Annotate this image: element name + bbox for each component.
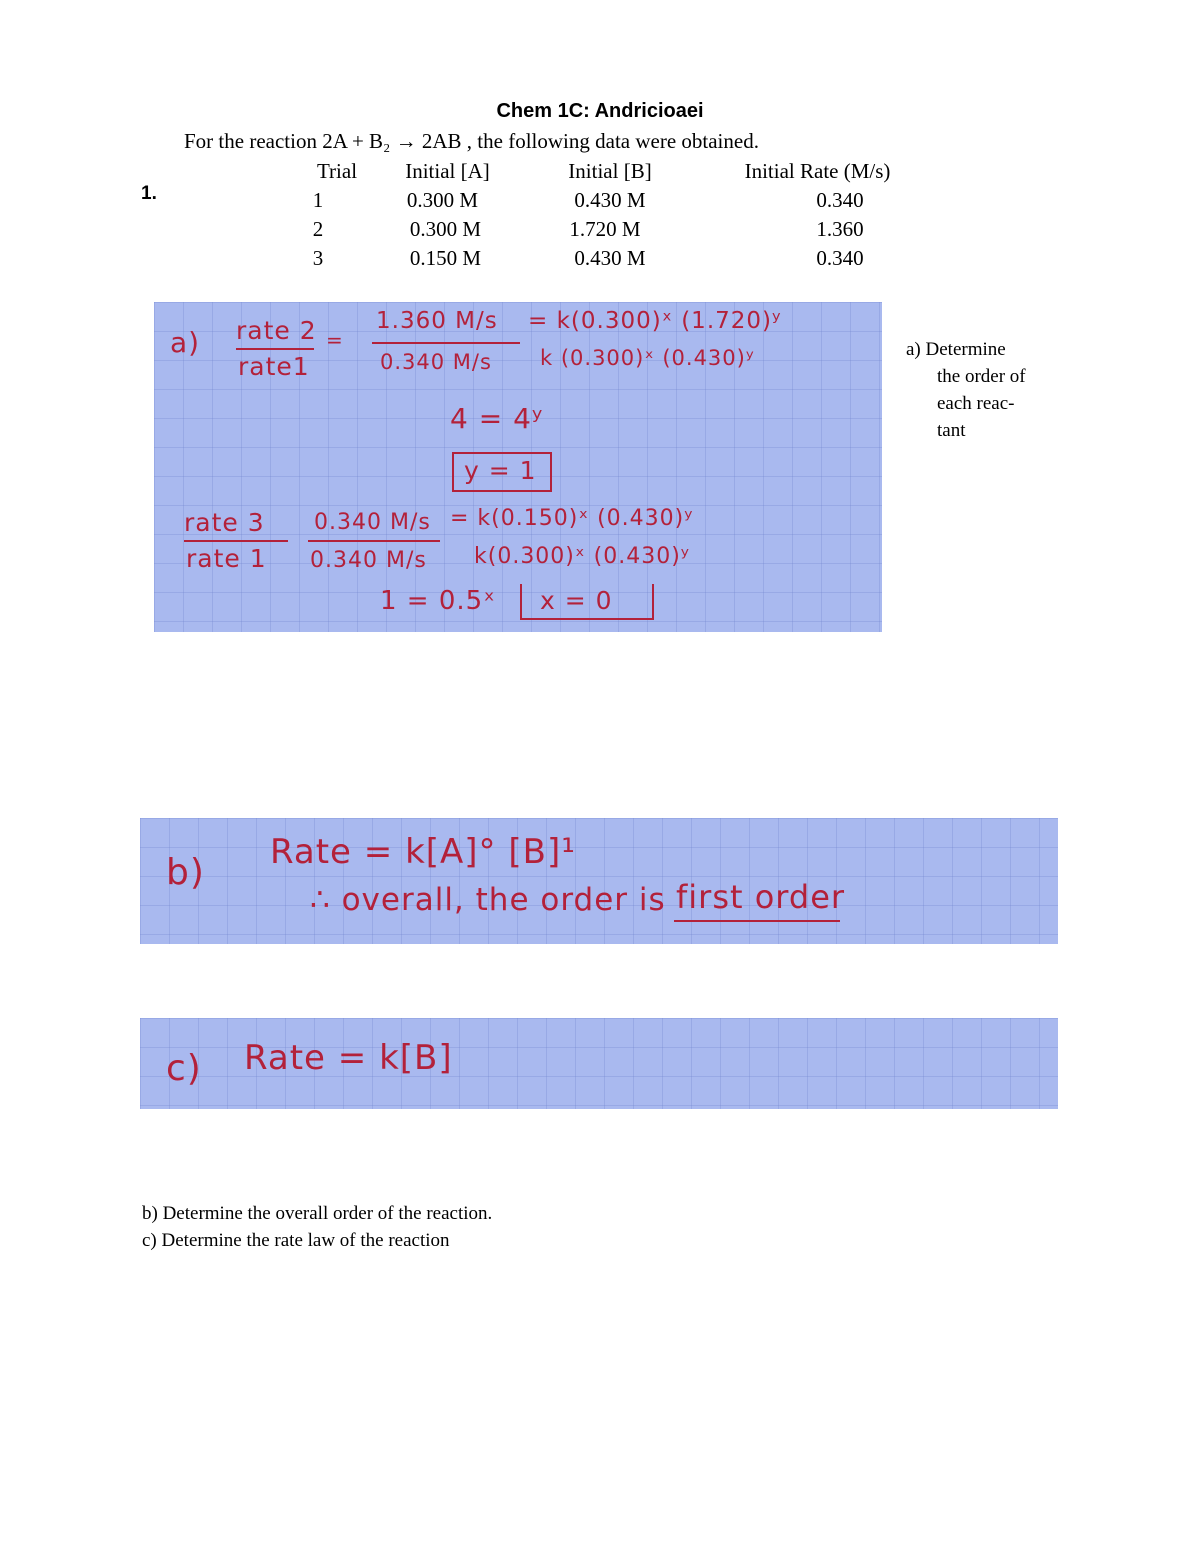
hw-val3-num: 0.340 M/s [314, 510, 431, 535]
question-a-text [906, 336, 1066, 444]
hw-fraction-bar [236, 348, 314, 350]
table-cell: 0.430 M [574, 246, 646, 270]
hw-b-answer: first order [676, 878, 846, 916]
table-cell: 0.430 M [574, 188, 646, 212]
table-header: Trial [316, 159, 358, 183]
table-cell: 0.340 [816, 246, 864, 270]
hw-equals: = [326, 328, 344, 352]
hw-b-label: b) [166, 852, 205, 893]
question-number: 1. [141, 183, 157, 204]
table-cell: 1.360 [816, 217, 864, 241]
hw-val-den: 0.340 M/s [380, 350, 492, 374]
hw-rate1: rate1 [238, 352, 310, 381]
handwritten-answer-a [154, 302, 882, 632]
hw-fraction-bar [372, 342, 520, 344]
hw-x-box [520, 584, 654, 620]
hw-y-box [452, 452, 552, 492]
table-cell: 0.340 [816, 188, 864, 212]
hw-k3-num: = k(0.150)ˣ (0.430)ʸ [450, 506, 694, 531]
hw-b-rate-law: Rate = k[A]° [B]¹ [270, 832, 576, 872]
hw-val3-den: 0.340 M/s [310, 548, 427, 573]
table-cell: 2 [312, 217, 324, 241]
page-title: Chem 1C: Andricioaei [496, 100, 704, 122]
hw-c-rate-law: Rate = k[B] [244, 1038, 453, 1078]
handwritten-answer-b [140, 818, 1058, 944]
table-cell: 3 [312, 246, 324, 270]
question-a-label: a) [906, 339, 921, 360]
table-cell: 0.150 M [409, 246, 482, 270]
hw-val-num: 1.360 M/s [376, 308, 498, 334]
question-a-line: tant [937, 420, 966, 441]
table-cell: 1.720 M [569, 217, 641, 241]
table-cell: 0.300 M [406, 188, 479, 212]
question-b-text: b) Determine the overall order of the reaction. [142, 1203, 493, 1224]
table-header: Initial Rate (M/s) [744, 159, 891, 183]
hw-four: 4 = 4ʸ [450, 402, 544, 435]
table-cell: 0.300 M [409, 217, 482, 241]
hw-rate1b: rate 1 [186, 544, 267, 573]
question-a-line: the order of [937, 366, 1026, 387]
problem-intro: For the reaction 2A + B₂ → 2AB , the following data were obtained. [184, 129, 759, 153]
hw-k-num: = k(0.300)ˣ (1.720)ʸ [528, 308, 782, 334]
question-a-line: each reac- [937, 393, 1015, 414]
hw-b-conclusion: ∴ overall, the order is [310, 882, 666, 918]
hw-y-result: y = 1 [464, 456, 537, 485]
table-header: Initial [A] [405, 159, 490, 183]
hw-x-result: x = 0 [540, 586, 613, 615]
hw-rate2: rate 2 [236, 316, 317, 345]
hw-a-label: a) [170, 326, 201, 359]
hw-one: 1 = 0.5ˣ [380, 586, 496, 616]
handwritten-answer-c [140, 1018, 1058, 1109]
hw-c-label: c) [166, 1048, 202, 1089]
hw-underline [674, 920, 840, 922]
hw-k3-den: k(0.300)ˣ (0.430)ʸ [474, 544, 690, 569]
table-cell: 1 [312, 188, 324, 212]
hw-rate3: rate 3 [184, 508, 265, 537]
hw-fraction-bar [184, 540, 288, 542]
hw-fraction-bar [308, 540, 440, 542]
question-c-text: c) Determine the rate law of the reaction [142, 1230, 450, 1251]
hw-k-den: k (0.300)ˣ (0.430)ʸ [540, 346, 755, 370]
question-a-line: Determine [925, 339, 1006, 360]
table-header: Initial [B] [568, 159, 652, 183]
